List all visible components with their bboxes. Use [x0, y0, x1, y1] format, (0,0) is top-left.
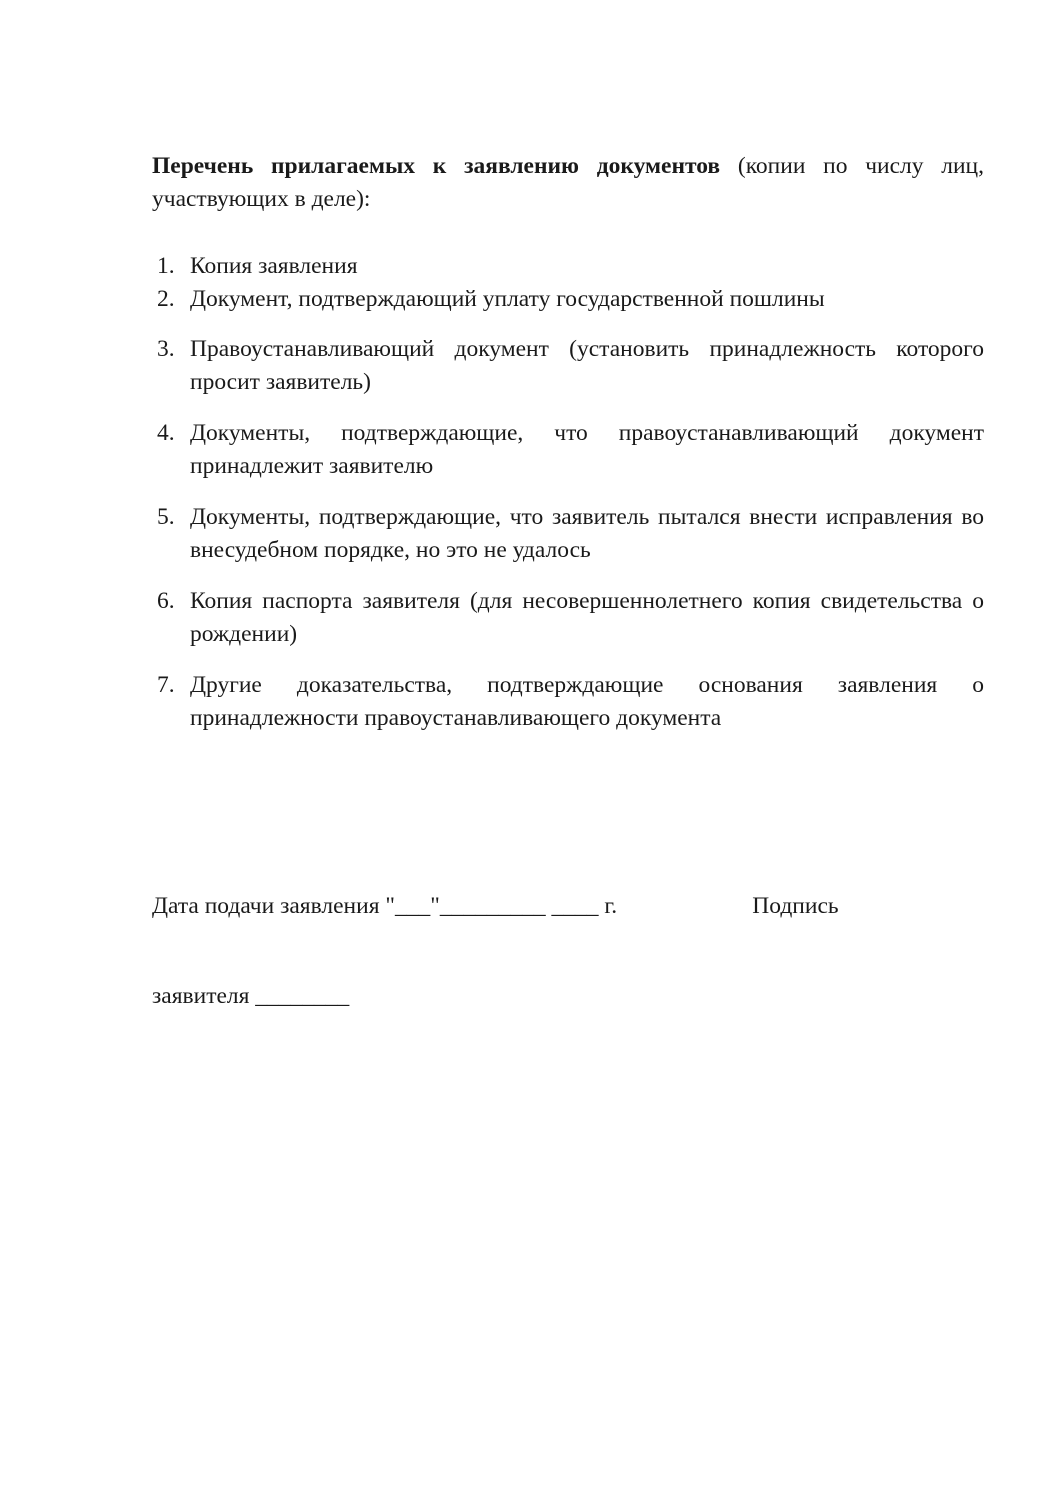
list-item: [152, 417, 984, 483]
list-item: [152, 283, 984, 316]
list-item: [152, 669, 984, 735]
list-item-text: Копия паспорта заявителя (для несовершеннолетнего копия свидетельства о рождении): [190, 588, 984, 647]
attachments-list: [152, 250, 984, 735]
list-item-number: 7.: [157, 672, 175, 698]
list-item-number: 3.: [157, 336, 175, 362]
signature-block: [152, 831, 984, 1071]
list-item-number: 4.: [157, 420, 175, 446]
list-item-number: 2.: [157, 286, 175, 312]
list-item-text: Документ, подтверждающий уплату государственной пошлины: [190, 286, 825, 312]
heading-bold-text: Перечень прилагаемых к заявлению документов: [152, 153, 721, 179]
list-item: [152, 585, 984, 651]
list-item: [152, 501, 984, 567]
applicant-signature-line: заявителя ________: [152, 983, 350, 1009]
list-item: [152, 250, 984, 283]
list-item-text: Документы, подтверждающие, что заявитель пытался внести исправления во внесудебном порядке, но это не удалось: [190, 504, 984, 563]
list-item-text: Копия заявления: [190, 253, 358, 279]
heading-rest-text: (копии по числу лиц, участвующих в деле):: [152, 153, 984, 212]
list-item-number: 1.: [157, 253, 175, 279]
list-item-text: Документы, подтверждающие, что правоустанавливающий документ принадлежит заявителю: [190, 420, 984, 479]
document-page: [152, 150, 984, 1071]
list-item-number: 6.: [157, 588, 175, 614]
submission-date-line: Дата подачи заявления "___"_________ ____ г. Подпись: [152, 893, 839, 919]
list-item-number: 5.: [157, 504, 175, 530]
list-item: [152, 333, 984, 399]
list-item-text: Правоустанавливающий документ (установить принадлежность которого просит заявитель): [190, 336, 984, 395]
list-item-text: Другие доказательства, подтверждающие основания заявления о принадлежности правоустанавливающего документа: [190, 672, 984, 731]
attachments-heading: [152, 150, 984, 216]
